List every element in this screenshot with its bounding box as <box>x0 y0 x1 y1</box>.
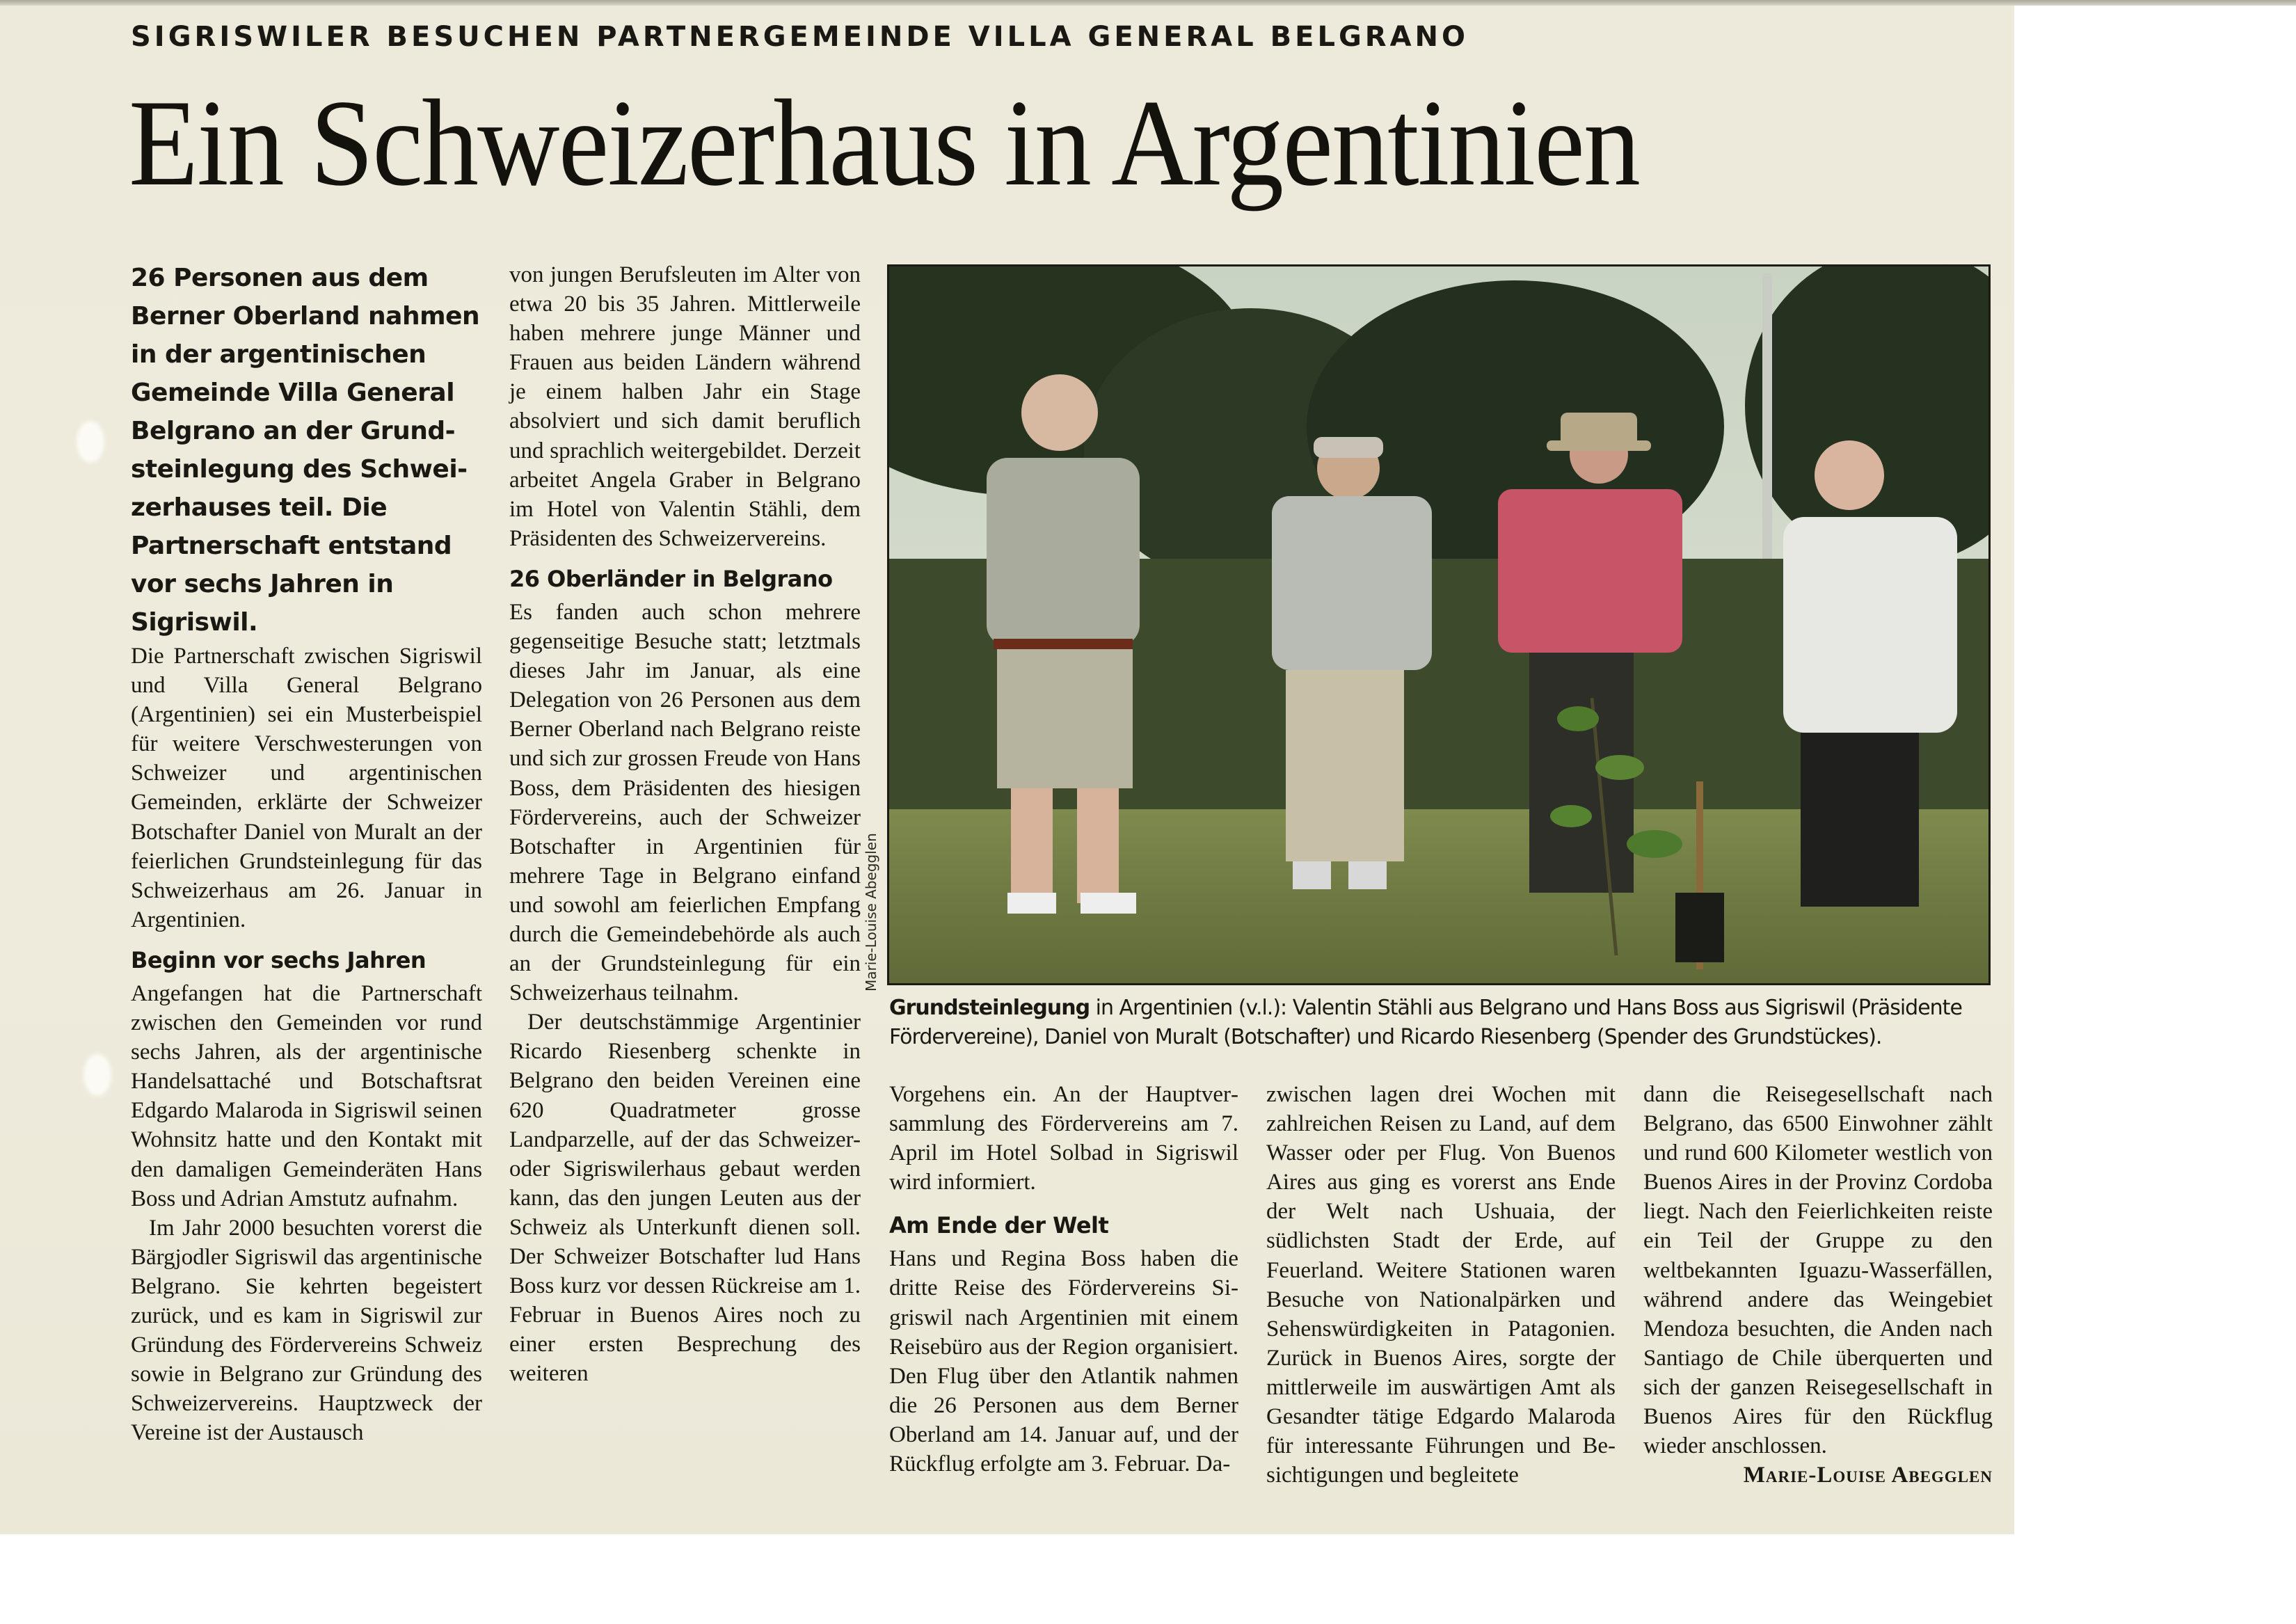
subheading-beginn: Beginn vor sechs Jahren <box>131 946 426 973</box>
photo-caption <box>889 994 1995 1052</box>
subheading-ende-der-welt: Am Ende der Welt <box>889 1212 1109 1239</box>
caption-bold: Grundsteinlegung <box>889 996 1090 1020</box>
paragraph: Es fanden auch schon mehrere gegenseitige Besuche statt; letztmals dieses Jahr im Januar, als eine Delegation von 26 Personen aus dem Berner Oberland nach Belgrano reiste und sich zur grossen Freude von Hans Boss, dem Präsidenten des hiesigen Fördervereins, auch der Schweizer Botschafter in Argentinien für mehrere Tage in Belgrano einfand und sowohl am feierlichen Empfang durch die Gemeindebehörde als auch an der Grundsteinlegung für ein Schweizerhaus teilnahm. <box>509 599 861 1006</box>
paragraph: Hans und Regina Boss haben die dritte Reise des Fördervereins Sigriswil nach Argentinien mit einem Reisebüro aus der Region organisiert. Den Flug über den Atlantik nahmen die 26 Personen aus dem Berner Oberland am 14. Januar auf, und der Rückflug erfolgte am 3. Februar. Da- <box>889 1246 1238 1477</box>
photo-credit: Marie-Louise Abegglen <box>863 833 879 992</box>
article-headline: Ein Schweizerhaus in Argentinien <box>129 74 1640 212</box>
intro-paragraph: Die Partnerschaft zwischen Sigriswil und Villa General Belgrano (Argentinien) sei ein Musterbeispiel für weitere Verschwesterungen von Schweizer und argentinischen Gemeinden, erklärte der Schweizer Botschafter Daniel von Muralt an der feierlichen Grundsteinlegung für das Schweizerhaus am 26. Januar in Argentinien. <box>131 644 482 932</box>
paragraph: Der deutschstämmige Argentinier Ricardo Riesenberg schenkte in Belgrano den beiden Vereinen eine 620 Quadratmeter grosse Landparzelle, auf der das Schweizer- oder Sigriswilerhaus gebaut werden kann, das den jungen Leuten aus der Schweiz als Unterkunft dienen soll. Der Schweizer Botschafter lud Hans Boss kurz vor dessen Rückreise am 1. Februar in Buenos Aires noch zu einer ersten Besprechung des weiteren <box>509 1010 861 1387</box>
paragraph: dann die Reisegesellschaft nach Belgrano, das 6500 Einwohner zählt und rund 600 Kilometer westlich von Buenos Aires in der Provinz Cordoba liegt. Nach den Feierlichkeiten reiste ein Teil der Gruppe zu den weltbekannten Iguazu-Wasserfällen, während andere das Weingebiet Mendoza besuchten, die Anden nach Santiago de Chile überquerten und sich der ganzen Reisegesellschaft in Buenos Aires für den Rückflug wieder anschlossen. <box>1643 1082 1993 1459</box>
caption-text: in Argentinien (v.l.): Valentin Stähli aus Belgrano und Hans Boss aus Sigriswil (Präsidente Fördervereine), Daniel von Muralt (Botschafter) und Ricardo Riesenberg (Spender des Grundstückes). <box>889 996 1962 1049</box>
scan-artifact <box>83 1054 111 1096</box>
paragraph: Vorgehens ein. An der Hauptversammlung des Fördervereins am 7. April im Hotel Solbad in Sigriswil wird informiert. <box>889 1082 1238 1195</box>
column-3 <box>889 1080 1238 1479</box>
scan-artifact <box>77 421 104 463</box>
article-lead: 26 Personen aus dem Berner Oberland nahmen in der argentinischen Gemeinde Villa General Belgrano an der Grundsteinlegung des Schweizerhauses teil. Die Partnerschaft entstand vor sechs Jahren in Sigriswil. <box>131 264 480 637</box>
subheading-oberlaender: 26 Oberländer in Belgrano <box>509 565 833 592</box>
paragraph: Angefangen hat die Partnerschaft zwischen den Gemeinden vor rund sechs Jahren, als der argentinische Handelsattaché und Botschaftsrat Edgardo Malaroda in Sigriswil seinen Wohnsitz hatte und den Kontakt mit den damaligen Gemeinderäten Hans Boss und Adrian Amstutz aufnahm. <box>131 980 482 1211</box>
article-photo <box>887 264 1991 985</box>
column-4 <box>1266 1080 1616 1490</box>
paragraph: von jungen Berufsleuten im Alter von etwa 20 bis 35 Jahren. Mittlerweile haben mehrere junge Männer und Frauen aus beiden Ländern während je einem halben Jahr ein Stage absolviert und sich damit beruflich und sprachlich weitergebildet. Derzeit arbeitet Angela Graber in Belgrano im Hotel von Valentin Stähli, dem Präsidenten des Schweizervereins. <box>509 262 861 551</box>
column-1 <box>131 259 482 1447</box>
paragraph: zwischen lagen drei Wochen mit zahlreichen Reisen zu Land, auf dem Wasser oder per Flug. Von Buenos Aires aus ging es vorerst ans Ende der Welt nach Ushuaia, der südlichsten Stadt der Erde, auf Feuerland. Weitere Stationen waren Besuche von Nationalpärken und Sehenswürdigkeiten in Patagonien. Zurück in Buenos Aires, sorgte der mittlerweile im auswärtigen Amt als Gesandter tätige Edgardo Malaroda für interessante Führungen und Besichtigungen und begleitete <box>1266 1082 1616 1488</box>
author-byline: Marie-Louise Abegglen <box>1743 1463 1993 1488</box>
photo-scene <box>889 266 1988 983</box>
article-kicker: SIGRISWILER BESUCHEN PARTNERGEMEINDE VILLA GENERAL BELGRANO <box>131 21 1469 53</box>
column-2 <box>509 260 861 1388</box>
column-5 <box>1643 1080 1993 1490</box>
scan-top-edge <box>0 0 2296 6</box>
paragraph: Im Jahr 2000 besuchten vorerst die Bärgjodler Sigriswil das argentinische Belgrano. Sie kehrten begeistert zurück, und es kam in Sigriswil zur Gründung des Fördervereins Schweiz sowie in Belgrano zur Gründung des Schweizervereins. Hauptzweck der Vereine ist der Austausch <box>131 1215 482 1446</box>
